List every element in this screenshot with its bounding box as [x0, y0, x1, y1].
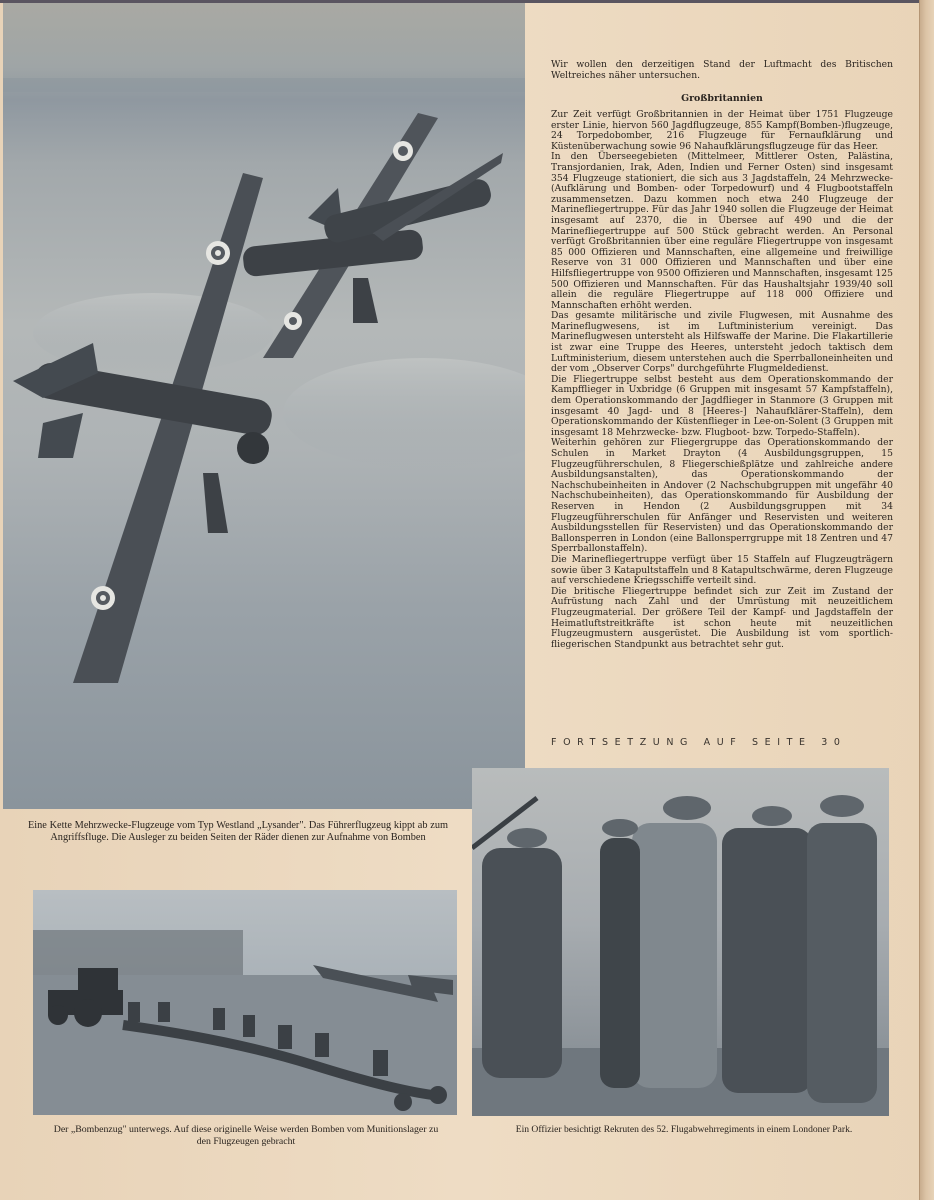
- article-intro: Wir wollen den derzeitigen Stand der Luftmacht des Britischen Weltreiches näher untersuchen.: [551, 59, 893, 81]
- horizon-band: [3, 78, 525, 92]
- caption-bomb-train-photo: Der „Bombenzug" unterwegs. Auf diese originelle Weise werden Bomben vom Munitionslager zu den Flugzeugen gebracht: [53, 1124, 439, 1147]
- soldiers-group: [482, 795, 877, 1103]
- article-paragraph: In den Überseegebieten (Mittelmeer, Mittlerer Osten, Palästina, Transjordanien, Irak, Aden, Indien und Ferner Osten) sind insgesamt 354 Flugzeuge stationiert, die sich aus 3 Jagdstaffeln, 24 Mehrzwecke- (Aufklärung und Bomben- oder Torpedowurf) und 4 Flugbootstaffeln zusammensetzen. Dazu kommen noch etwa 240 Flugzeuge der Marinefliegertruppe. Für das Jahr 1940 sollen die Flugzeuge der Heimat insgesamt auf 2370, die in Übersee auf 490 und die der Marinefliegertruppe auf 500 Stück gebracht werden. An Personal verfügt Großbritannien über eine reguläre Fliegertruppe von insgesamt 85 000 Offizieren und Mannschaften, eine allgemeine und freiwillige Reserve von 31 000 Offizieren und Mannschaften und über eine Hilfsfliegertruppe von 9500 Offizieren und Mannschaften, insgesamt 125 500 Offizieren und Mannschaften. Für das Haushaltsjahr 1939/40 soll allein die reguläre Fliegertruppe auf 118 000 Offiziere und Mannschaften erhöht werden.: [551, 151, 893, 311]
- article-paragraph: Die Marinefliegertruppe verfügt über 15 Staffeln auf Flugzeugträgern sowie über 3 Katapultstaffeln und 8 Katapultschwärme, deren Flugzeuge auf verschiedene Kriegsschiffe verteilt sind.: [551, 553, 893, 587]
- caption-lysander-photo: Eine Kette Mehrzwecke-Flugzeuge vom Typ Westland „Lysander". Das Führerflugzeug kippt ab zum Angriffsfluge. Die Ausleger zu beiden Seiten der Räder dienen zur Aufnahme von Bomben: [28, 820, 448, 843]
- article-paragraph: Zur Zeit verfügt Großbritannien in der Heimat über 1751 Flugzeuge erster Linie, hiervon 560 Jagdflugzeuge, 855 Kampf(Bomben-)flugzeuge, 24 Torpedobomber, 216 Flugzeuge für Fernaufklärung und Küstenüberwachung sowie 96 Nahaufklärungsflugzeuge für das Heer.: [551, 109, 893, 152]
- cloud: [283, 358, 525, 468]
- caption-soldiers-photo: Ein Offizier besichtigt Rekruten des 52. Flugabwehrregiments in einem Londoner Park.: [515, 1124, 853, 1135]
- article-paragraph: Das gesamte militärische und zivile Flugwesen, mit Ausnahme des Marineflugwesens, ist im Luftministerium vereinigt. Das Marineflugwesen untersteht als Hilfswaffe der Marine. Die Flakartillerie ist zwar eine Truppe des Heeres, untersteht jedoch taktisch dem Luftministerium, diesem unterstehen auch die Sperrballoneinheiten und der vom „Observer Corps" durchgeführte Flugmeldedienst.: [551, 310, 893, 375]
- photo-lysander-aircraft: [3, 3, 525, 809]
- article-paragraph: Die britische Fliegertruppe befindet sich zur Zeit im Zustand der Aufrüstung nach Zahl und der Umrüstung mit neuzeitlichem Flugzeugmaterial. Der größere Teil der Kampf- und Jagdstaffeln der Heimatluftstreitkräfte ist schon heute mit neuzeitlichen Flugzeugmustern ausgerüstet. Die Ausbildung ist vom sportlich-fliegerischen Standpunkt aus betrachtet sehr gut.: [551, 585, 893, 650]
- photo-soldiers-inspection: [472, 768, 889, 1116]
- photo-bomb-train: [33, 890, 457, 1115]
- page-fold-edge: [919, 0, 934, 1200]
- article-body: [551, 110, 893, 650]
- article-paragraph: Weiterhin gehören zur Fliegergruppe das Operationskommando der Schulen in Market Drayton (4 Ausbildungsgruppen, 15 Flugzeugführerschulen, 8 Fliegerschießplätze und zahlreiche andere Ausbildungsanstalten), das Operationskommando der Nachschubeinheiten in Andover (2 Nachschubgruppen mit ungefähr 40 Nachschubeinheiten), das Operationskommando für Ausbildung der Reserven in Hendon (2 Ausbildungsgruppen mit 34 Flugzeugführerschulen für Anfänger und Reservisten und weiteren Ausbildungsstellen für Reservisten) und das Operationskommando der Ballonsperren in London (eine Ballonsperrgruppe mit 18 Zentren und 47 Sperrballonstaffeln).: [551, 437, 893, 555]
- article-paragraph: Die Fliegertruppe selbst besteht aus dem Operationskommando der Kampfflieger in Uxbridge (6 Gruppen mit insgesamt 57 Kampfstaffeln), dem Operationskommando der Jagdflieger in Stanmore (3 Gruppen mit insgesamt 40 Jagd- und 8 [Heeres-] Nahaufklärer-Staffeln), dem Operationskommando der Küstenflieger in Lee-on-Solent (3 Gruppen mit insgesamt 18 Mehrzwecke- bzw. Flugboot- bzw. Torpedo-Staffeln).: [551, 373, 893, 438]
- article-heading: Großbritannien: [681, 93, 763, 104]
- continuation-note: FORTSETZUNG AUF SEITE 30: [551, 737, 847, 748]
- hangar-buildings: [33, 930, 243, 982]
- aircraft-lead: [13, 173, 274, 683]
